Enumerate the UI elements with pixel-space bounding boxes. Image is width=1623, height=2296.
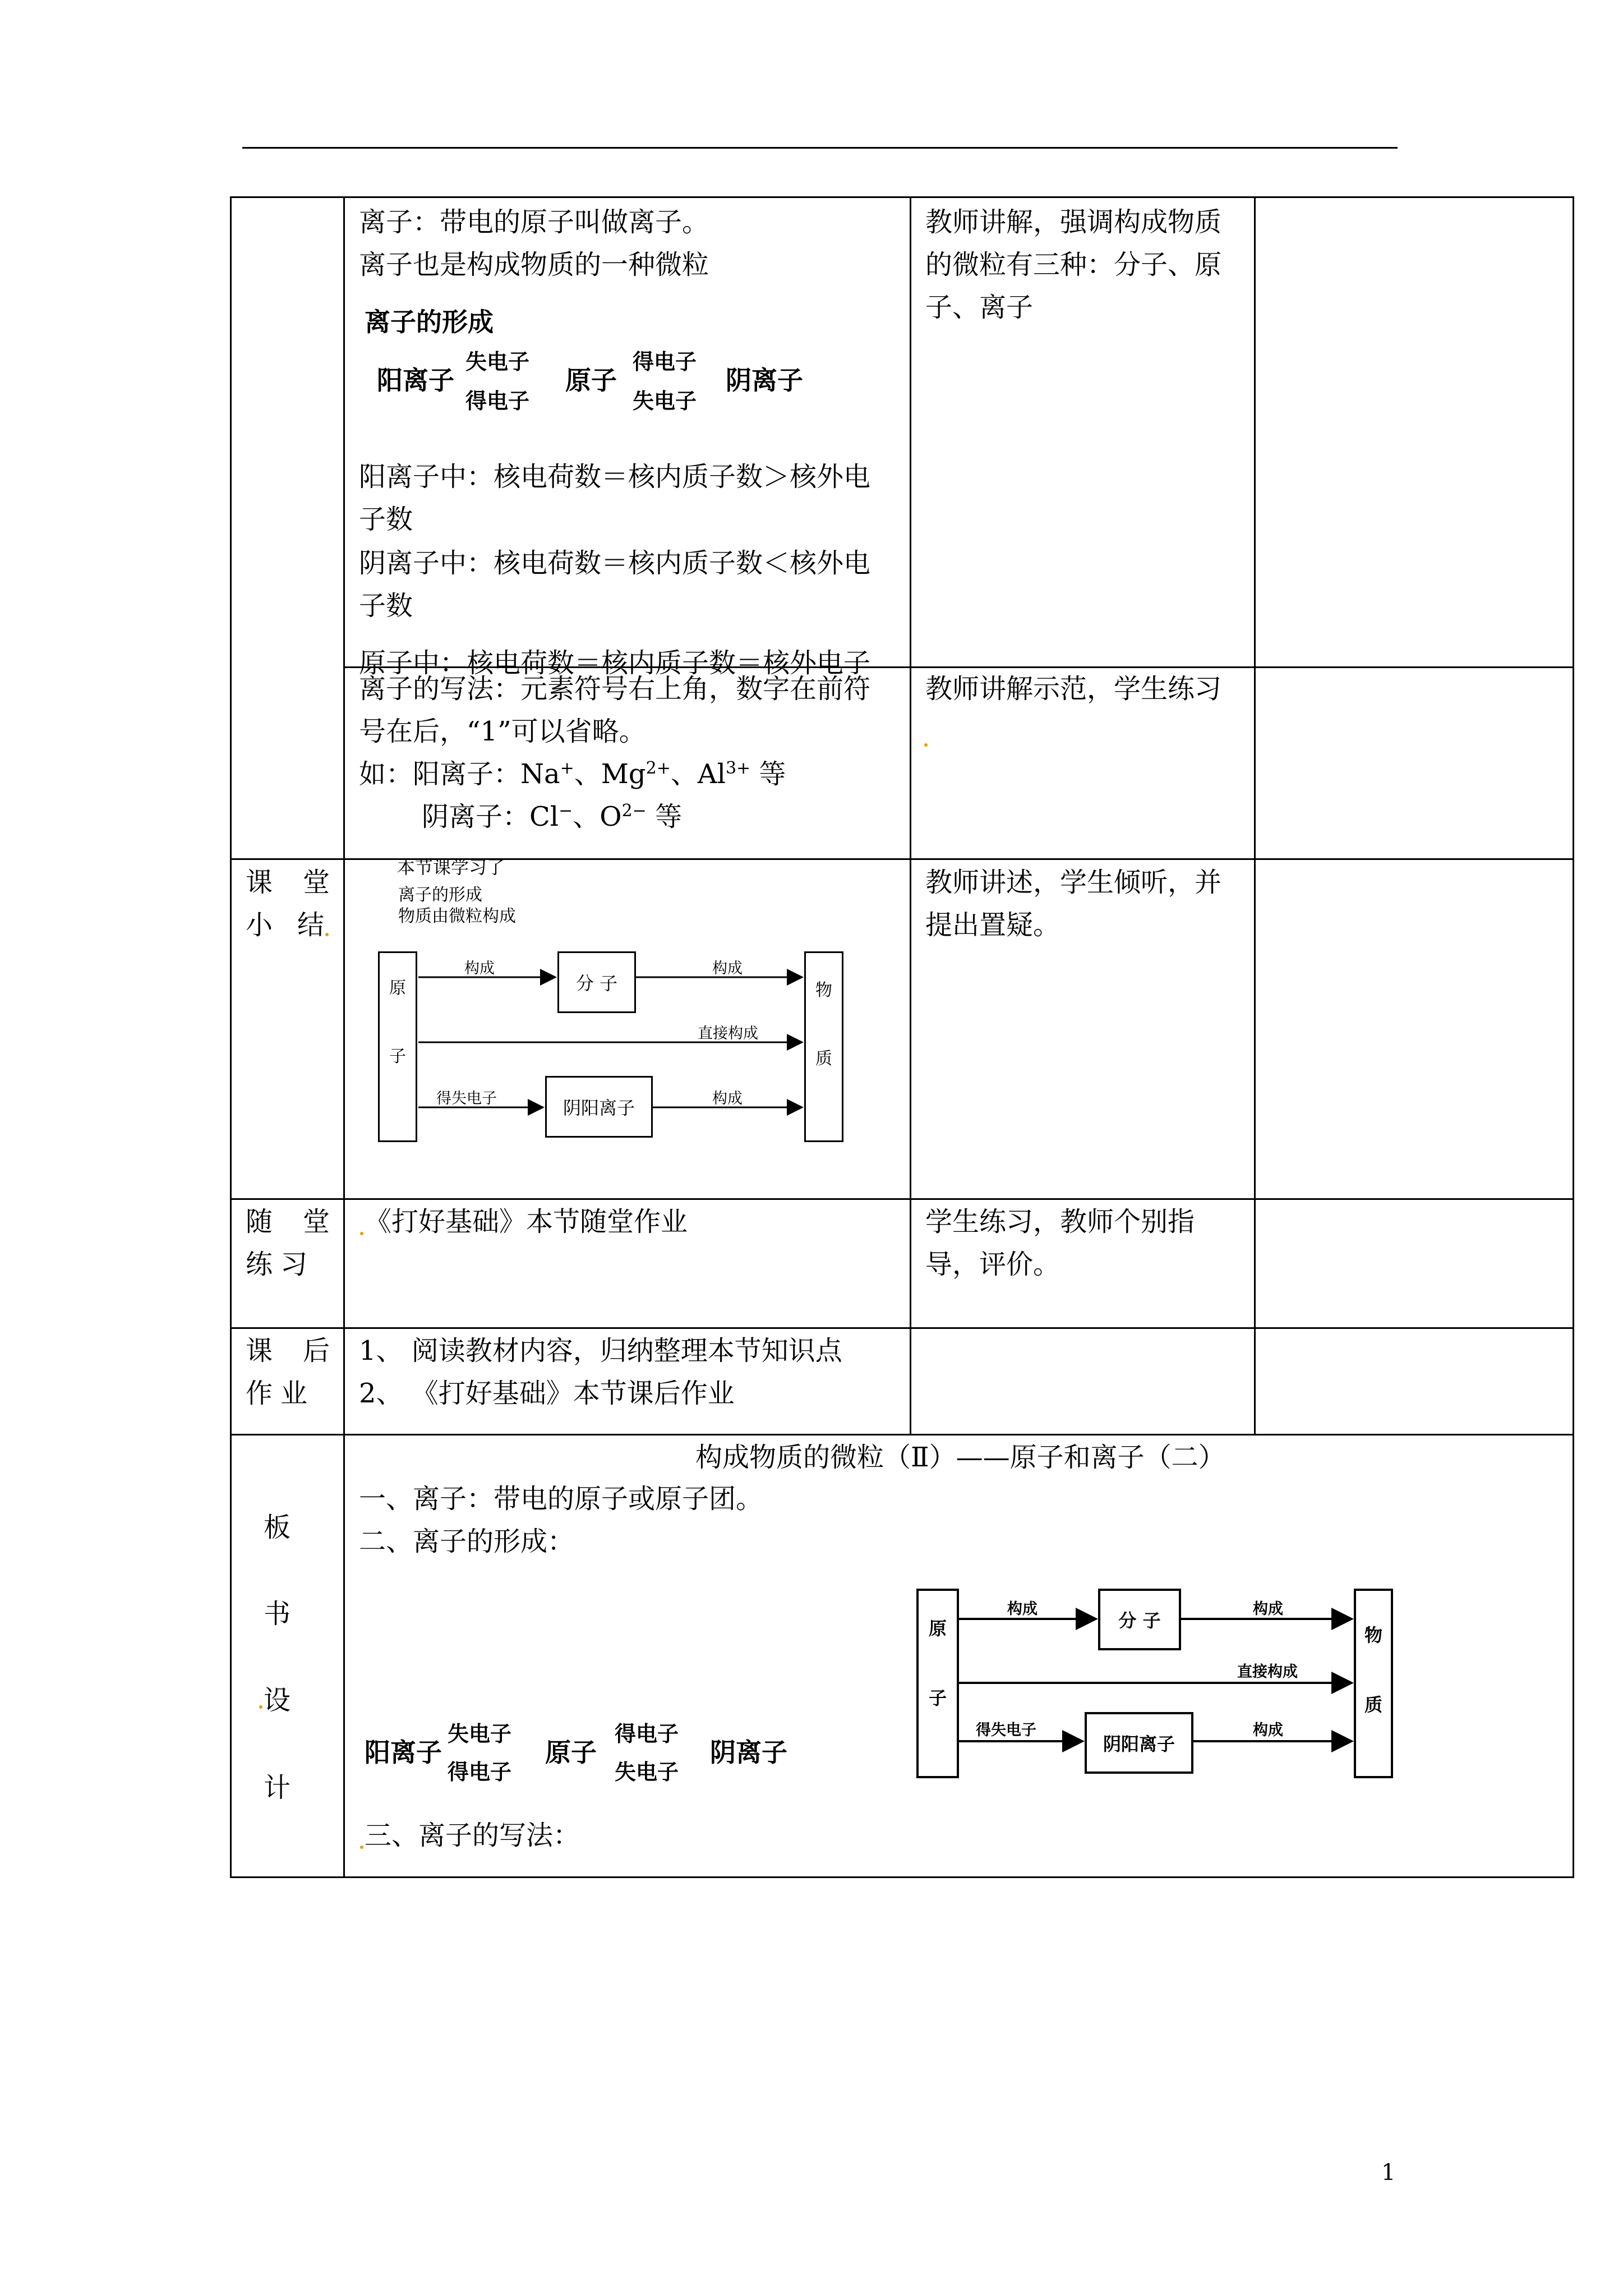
summary-label-line2: 小 结	[246, 904, 330, 946]
board-formation-anion: 阴离子	[710, 1737, 787, 1768]
cation-examples: 如：阳离子：Na+、$Mg^{2+}$、$Al^{3+}$ 等	[359, 758, 786, 790]
board-formation-gain-electron-right: 得电子	[615, 1722, 679, 1746]
diagram-compose-label: 构成	[464, 960, 495, 977]
board-title: 构成物质的微粒（Ⅱ）——原子和离子（二）	[695, 1442, 1225, 1473]
board-diagram	[913, 1583, 1395, 1785]
ion-particle-note: 离子也是构成物质的一种微粒	[359, 249, 709, 280]
diagram-compose-label: 构成	[712, 1090, 743, 1107]
table-col-divider	[1254, 196, 1256, 1435]
board-formation-gain-electron: 得电子	[448, 1760, 512, 1784]
page-number: 1	[1381, 2160, 1396, 2185]
formation-cation: 阳离子	[377, 365, 454, 395]
diagram-atom-label: 原 子	[389, 978, 406, 1066]
board-formation-atom: 原子	[545, 1737, 597, 1768]
diagram-gain-lose-label: 得失电子	[436, 1090, 497, 1107]
board-compose-label: 构成	[1253, 1600, 1283, 1618]
board-matter-label: 物 质	[1364, 1625, 1382, 1715]
writing-teacher-note: 教师讲解示范，学生练习	[925, 673, 1222, 705]
formation-gain-electron: 得电子	[465, 389, 530, 413]
formation-title: 离子的形成	[365, 307, 494, 337]
formation-lose-electron-right: 失电子	[633, 389, 697, 413]
board-item-ion: 一、离子：带电的原子或原子团。	[359, 1483, 763, 1515]
atom-rule-cut: 原子中：核电荷数＝核内质子数＝核外电子	[359, 647, 871, 679]
anion-examples: 阴离子：Cl−、$O^{2-}$ 等	[422, 801, 683, 832]
homework-item: 2、 《打好基础》本节课后作业	[359, 1378, 735, 1409]
diagram-compose-label: 构成	[712, 960, 743, 977]
board-direct-label: 直接构成	[1237, 1663, 1298, 1681]
homework-label-line2: 作 业	[246, 1378, 307, 1409]
formation-atom: 原子	[565, 365, 617, 395]
ion-teacher-note: 教师讲解，强调构成物质的微粒有三种：分子、原子、离子	[925, 206, 1222, 323]
board-formation-lose-electron-right: 失电子	[615, 1760, 679, 1784]
board-gain-lose-label: 得失电子	[976, 1722, 1036, 1739]
board-ions-box: 阴阳离子	[1085, 1712, 1193, 1774]
homework-item: 1、 阅读教材内容，归纳整理本节知识点	[359, 1335, 842, 1366]
board-molecule-box: 分 子	[1098, 1589, 1181, 1650]
ion-definition: 离子：带电的原子叫做离子。	[359, 206, 709, 238]
writing-rule-cont: 号在后，“1”可以省略。	[359, 716, 646, 747]
summary-heading-formation: 离子的形成	[398, 885, 482, 905]
summary-teacher-note: 教师讲述，学生倾听，并提出置疑。	[925, 867, 1222, 941]
formation-lose-electron: 失电子	[465, 349, 530, 374]
table-row-divider	[230, 1327, 1574, 1329]
board-compose-label: 构成	[1007, 1600, 1038, 1618]
homework-label-line1: 课 后	[246, 1335, 330, 1366]
board-label-char: 板	[264, 1512, 291, 1543]
board-label-char: 设	[264, 1678, 291, 1717]
diagram-direct-label: 直接构成	[698, 1025, 758, 1042]
board-formation-cation: 阳离子	[365, 1737, 442, 1768]
board-label-char: 书	[264, 1598, 291, 1630]
anion-rule: 阴离子中：核电荷数＝核内质子数＜核外电	[359, 547, 871, 579]
ion-definition-cell	[359, 197, 906, 679]
ink-dot	[924, 743, 928, 747]
diagram-molecule-box: 分 子	[557, 951, 636, 1013]
summary-heading-cut: 本节课学习了	[397, 857, 505, 878]
practice-teacher-note: 学生练习，教师个别指导，评价。	[925, 1206, 1195, 1280]
ion-formation-figure	[365, 302, 869, 413]
table-col-divider	[910, 196, 911, 1435]
summary-heading-composition: 物质由微粒构成	[398, 907, 516, 926]
board-compose-label: 构成	[1253, 1722, 1283, 1739]
diagram-matter-label: 物 质	[815, 981, 832, 1069]
table-col-divider	[343, 196, 345, 1878]
summary-label-line1: 课 堂	[246, 867, 330, 898]
board-item-formation: 二、离子的形成：	[359, 1526, 575, 1557]
diagram-ions-box: 阴阳离子	[545, 1076, 653, 1138]
cation-rule-cont: 子数	[359, 504, 413, 535]
practice-label-line1: 随 堂	[246, 1206, 330, 1237]
cation-rule: 阳离子中：核电荷数＝核内质子数＞核外电	[359, 461, 871, 493]
board-atom-label: 原 子	[928, 1618, 947, 1709]
practice-content: 《打好基础》本节随堂作业	[359, 1200, 688, 1243]
writing-rule: 离子的写法：元素符号右上角，数字在前符	[359, 673, 871, 705]
header-rule	[242, 147, 1398, 149]
board-formation-figure	[365, 1717, 824, 1801]
table-row-divider	[230, 1198, 1574, 1200]
board-item-writing: 三、离子的写法：	[359, 1814, 580, 1857]
board-label-char: 计	[264, 1772, 291, 1803]
summary-diagram	[375, 857, 851, 1142]
practice-label-line2: 练 习	[246, 1249, 307, 1280]
anion-rule-cont: 子数	[359, 590, 413, 622]
table-row-divider	[230, 1434, 1574, 1435]
formation-gain-electron-right: 得电子	[633, 349, 697, 374]
formation-anion: 阴离子	[726, 365, 803, 395]
board-formation-lose-electron: 失电子	[448, 1722, 512, 1746]
